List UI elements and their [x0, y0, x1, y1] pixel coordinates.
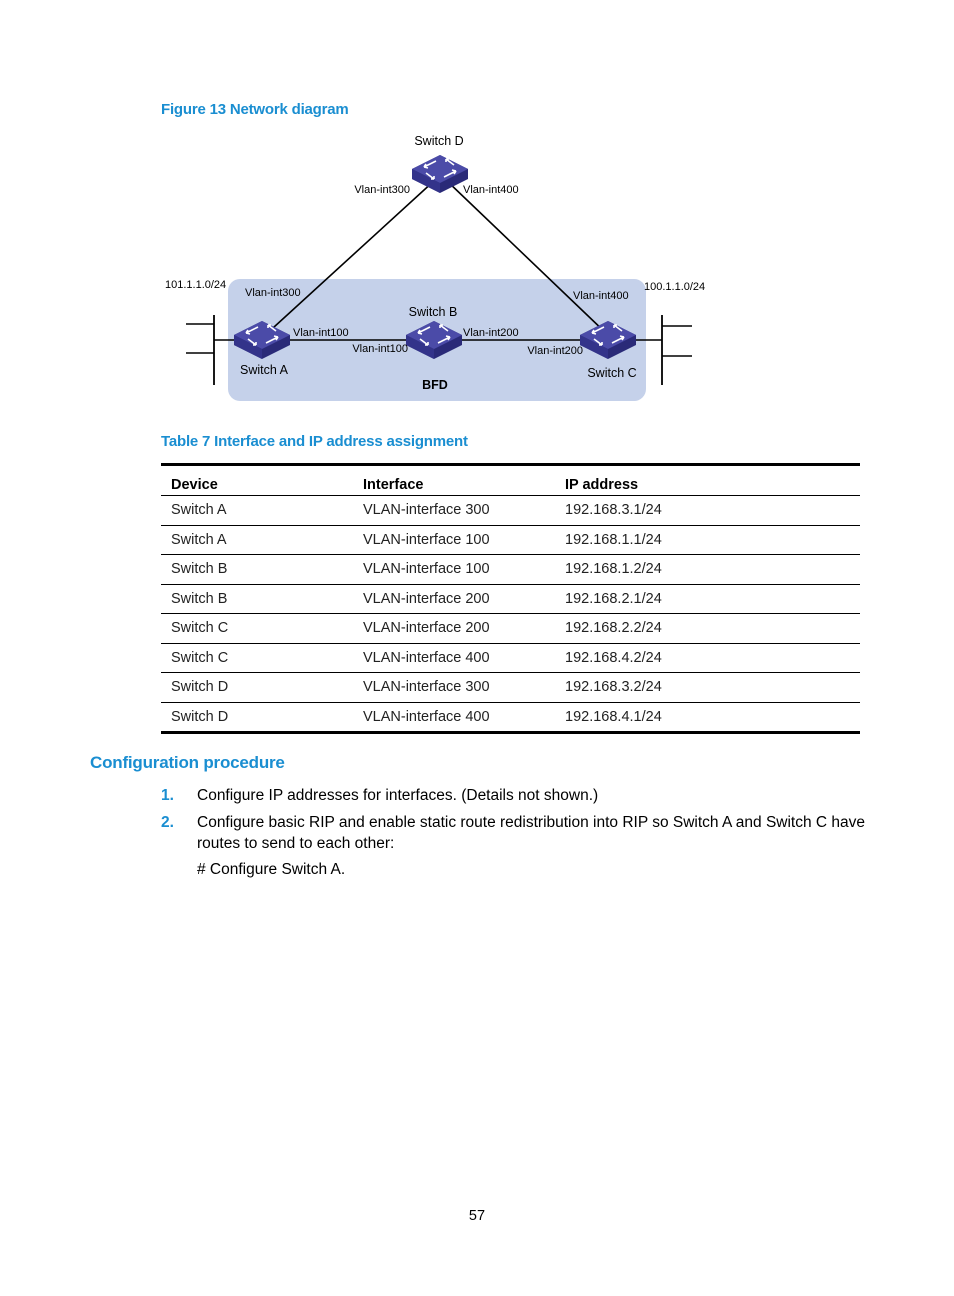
- network-diagram: [150, 125, 710, 410]
- table-cell: Switch C: [161, 643, 353, 673]
- table-cell: VLAN-interface 300: [353, 496, 555, 526]
- port-label: Vlan-int200: [463, 327, 519, 339]
- table-cell: VLAN-interface 200: [353, 614, 555, 644]
- step-number: 1.: [161, 787, 174, 804]
- table-cell: 192.168.3.2/24: [555, 673, 860, 703]
- table-row: [161, 643, 860, 673]
- network-label: 100.1.1.0/24: [644, 281, 706, 293]
- table-row: [161, 673, 860, 703]
- table-row: [161, 555, 860, 585]
- ip-assignment-table: [161, 463, 860, 734]
- network-label: 101.1.1.0/24: [165, 279, 227, 291]
- table-cell: VLAN-interface 400: [353, 702, 555, 733]
- column-header: IP address: [555, 465, 860, 496]
- figure-caption: Figure 13 Network diagram: [161, 101, 349, 118]
- config-note: # Configure Switch A.: [197, 861, 346, 878]
- column-header: Interface: [353, 465, 555, 496]
- page-number: 57: [468, 1208, 486, 1224]
- step-text: Configure IP addresses for interfaces. (Details not shown.): [197, 787, 599, 804]
- table-cell: VLAN-interface 400: [353, 643, 555, 673]
- port-label: Vlan-int300: [354, 184, 410, 196]
- table-cell: Switch A: [161, 525, 353, 555]
- table-cell: Switch B: [161, 584, 353, 614]
- table-cell: VLAN-interface 300: [353, 673, 555, 703]
- table-row: [161, 496, 860, 526]
- port-label: Vlan-int400: [463, 184, 519, 196]
- step-text: Configure basic RIP and enable static route redistribution into RIP so Switch A and Switch C have routes to send to each other:: [197, 814, 866, 852]
- table-cell: Switch A: [161, 496, 353, 526]
- table-cell: VLAN-interface 100: [353, 555, 555, 585]
- table-cell: 192.168.2.1/24: [555, 584, 860, 614]
- step-number: 2.: [161, 814, 174, 831]
- switch-d-label: Switch D: [414, 134, 464, 148]
- table-cell: 192.168.4.2/24: [555, 643, 860, 673]
- table-header-row: [161, 465, 860, 496]
- switch-b-label: Switch B: [408, 305, 458, 319]
- table-row: [161, 702, 860, 733]
- table-cell: 192.168.4.1/24: [555, 702, 860, 733]
- table-cell: Switch D: [161, 702, 353, 733]
- table-caption: Table 7 Interface and IP address assignment: [161, 433, 468, 450]
- table-cell: VLAN-interface 200: [353, 584, 555, 614]
- section-heading: Configuration procedure: [90, 753, 285, 772]
- switch-c-label: Switch C: [587, 366, 637, 380]
- table-row: [161, 525, 860, 555]
- table-cell: VLAN-interface 100: [353, 525, 555, 555]
- port-label: Vlan-int100: [293, 327, 349, 339]
- table-cell: Switch B: [161, 555, 353, 585]
- table-cell: Switch D: [161, 673, 353, 703]
- table-cell: Switch C: [161, 614, 353, 644]
- table-cell: 192.168.1.1/24: [555, 525, 860, 555]
- table-cell: 192.168.3.1/24: [555, 496, 860, 526]
- table-cell: 192.168.1.2/24: [555, 555, 860, 585]
- bfd-label: BFD: [422, 378, 448, 392]
- switch-d-icon: [412, 155, 468, 193]
- table-cell: 192.168.2.2/24: [555, 614, 860, 644]
- port-label: Vlan-int400: [573, 290, 629, 302]
- switch-a-label: Switch A: [240, 363, 288, 377]
- column-header: Device: [161, 465, 353, 496]
- table-row: [161, 614, 860, 644]
- port-label: Vlan-int100: [352, 343, 408, 355]
- port-label: Vlan-int200: [527, 345, 583, 357]
- port-label: Vlan-int300: [245, 287, 301, 299]
- table-row: [161, 584, 860, 614]
